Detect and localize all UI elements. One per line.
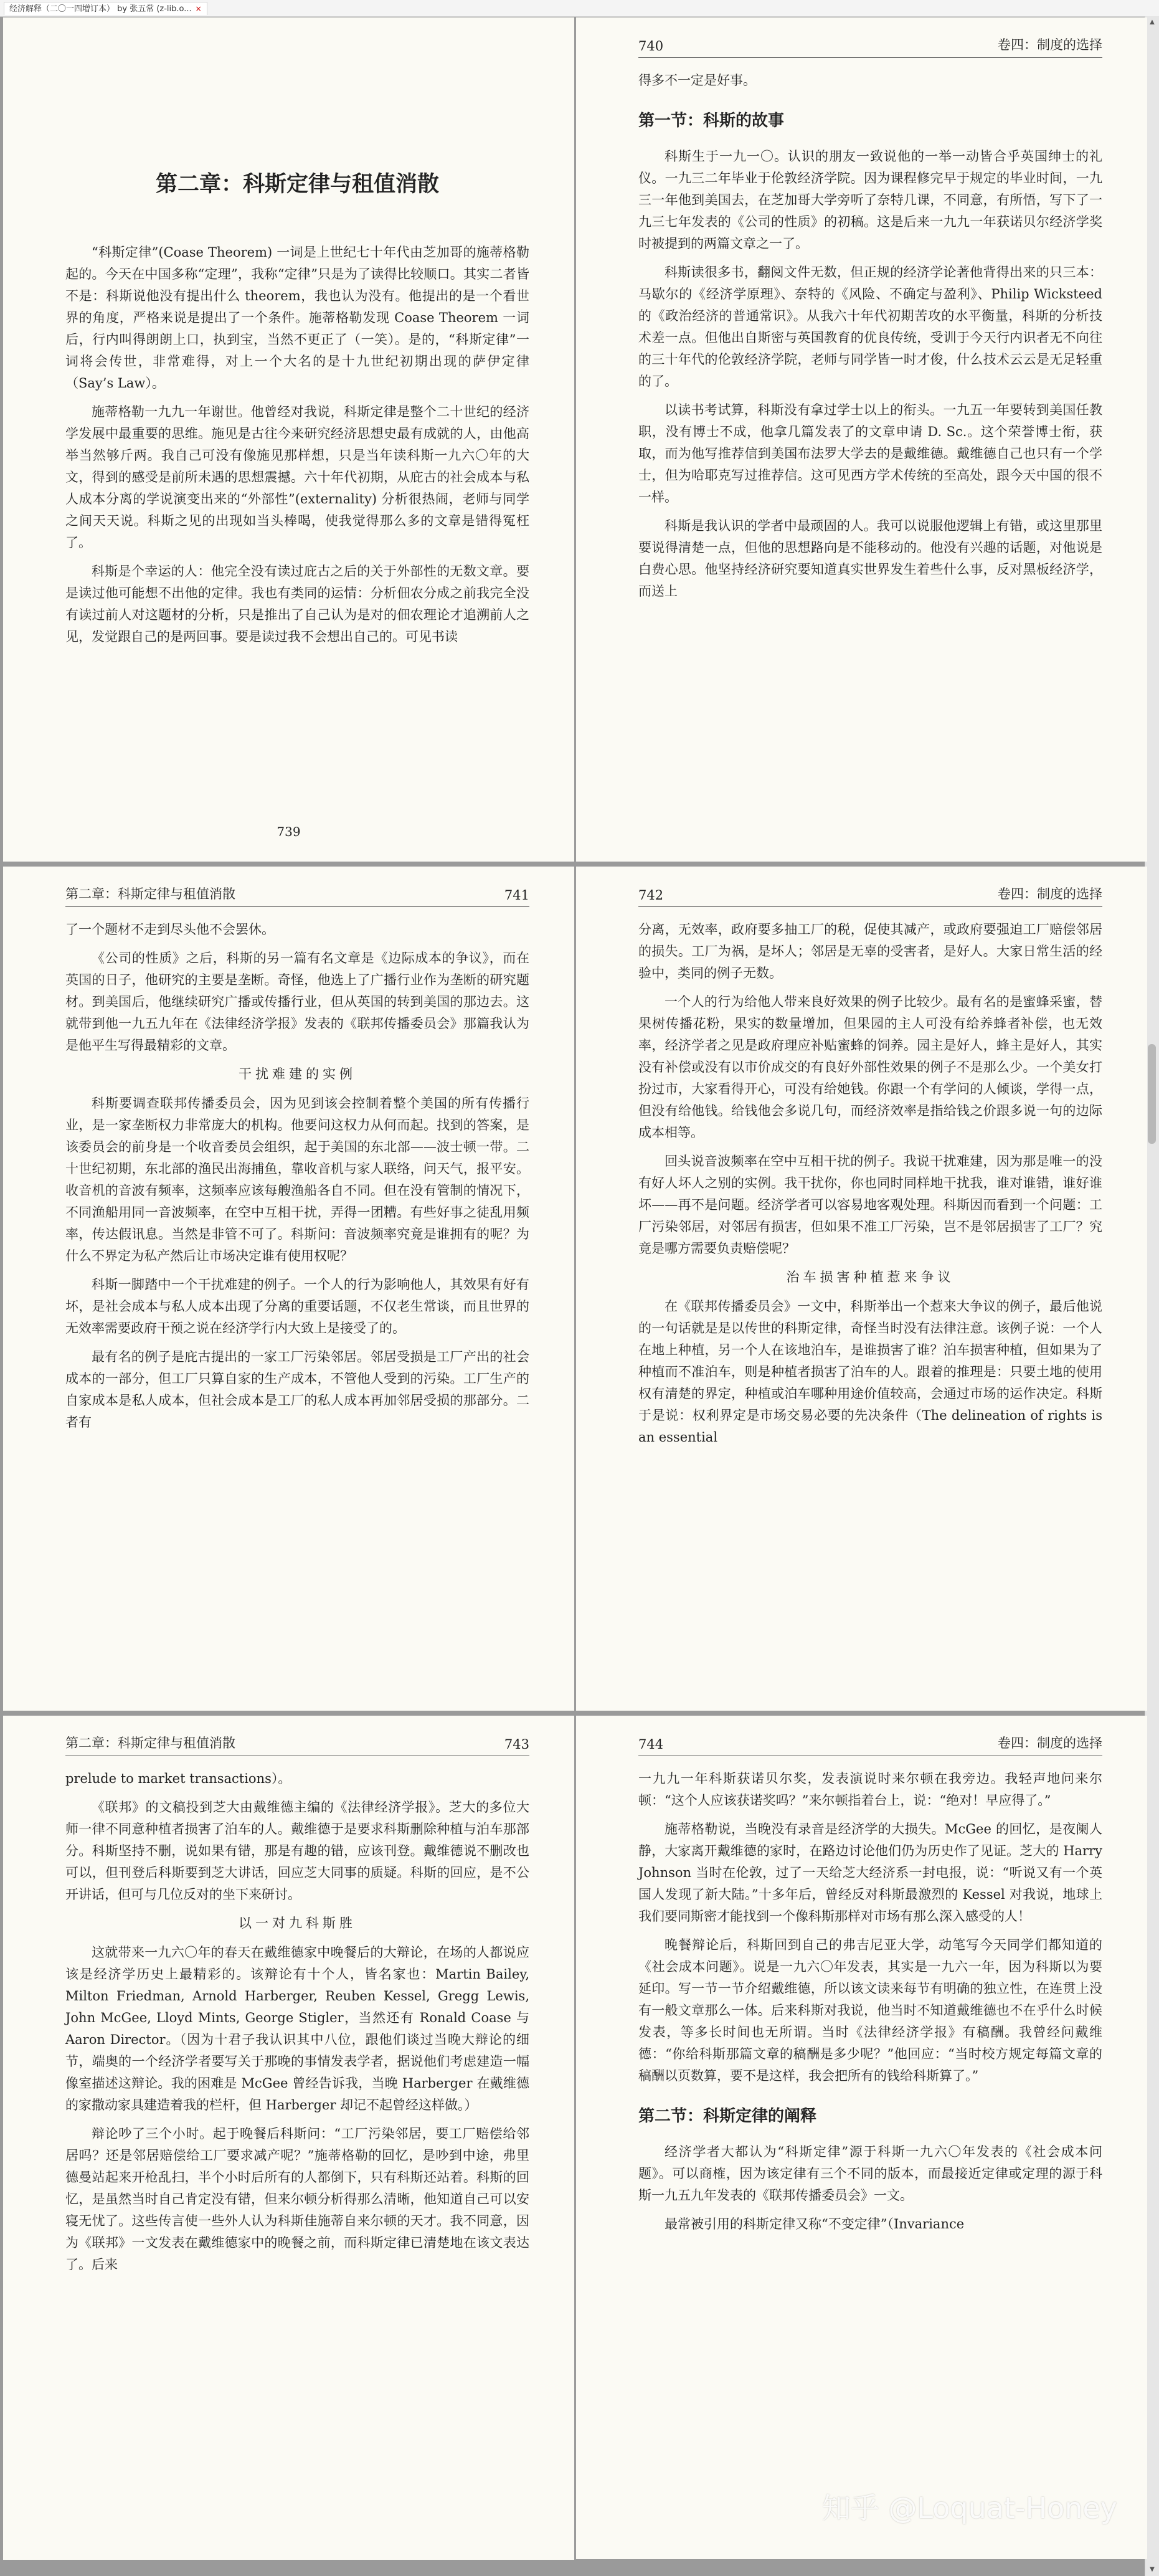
page-body [65,1768,529,2283]
running-header [638,36,1102,58]
paragraph: 科斯读很多书，翻阅文件无数，但正规的经济学论著他背得出来的只三本：马歇尔的《经济学原理》、奈特的《风险、不确定与盈利》、Philip Wicksteed 的《政治经济的普通常识》。从我六十年代初期苦攻的水平衡量，科斯的分析技术差一点。但他出自斯密与英国教育的优良传统，受训于今天行内识者无不向往的三十年代的伦敦经济学院，老师与同学皆一时才俊，什么技术云云是无足轻重的了。 [638,265,1102,389]
paragraph: 一个人的行为给他人带来良好效果的例子比较少。最有名的是蜜蜂采蜜，替果树传播花粉，果实的数量增加，但果园的主人可没有给养蜂者补偿，也无效率，经济学者之见是政府理应补贴蜜蜂的饲养。园主是好人，蜂主是好人，其实没有补偿或没有以市价成交的有良好外部性效果的例子不是那么少。一个美女打扮过市，大家看得开心，可没有给她钱。你跟一个有学问的人倾谈，学得一点，但没有给他钱。给钱他会多说几句，而经济效率是指给钱之价跟多说一句的边际成本相等。 [638,994,1102,1140]
paragraph: 施蒂格勒说，当晚没有录音是经济学的大损失。McGee 的回忆，是夜阑人静，大家离开戴维德的家时，在路边讨论他们仍为历史作了见证。芝大的 Harry Johnson 当时在伦敦，过了一天给芝大经济系一封电报，说：“听说又有一个英国人发现了新大陆。”十多年后，曾经反对科斯最激烈的 Kessel 对我说，地球上我们要同斯密才能找到一个像科斯那样对市场有那么深入感受的人！ [638,1822,1102,1924]
paragraph: 得多不一定是好事。 [638,73,756,88]
header-left: 第二章：科斯定律与租值消散 [65,886,235,901]
subheading: 以一对九科斯胜 [239,1916,356,1931]
subheading: 治车损害种植惹来争议 [786,1270,955,1285]
page-body [638,1768,1102,2242]
header-right: 卷四：制度的选择 [998,886,1102,901]
paragraph: 了一个题材不走到尽头他不会罢休。 [65,922,275,937]
section-title: 第二节：科斯定律的阐释 [638,2107,817,2126]
chapter-title: 第二章：科斯定律与租值消散 [155,172,439,197]
page-739 [3,17,574,862]
header-left: 742 [638,888,664,903]
running-header [65,1734,529,1756]
header-right: 741 [504,888,529,903]
header-right: 743 [504,1737,529,1752]
paragraph: 科斯生于一九一〇。认识的朋友一致说他的一举一动皆合乎英国绅士的礼仪。一九三二年毕业于伦敦经济学院。因为课程修完早于规定的毕业时间，一九三一年他到美国去，在芝加哥大学旁听了奈特几课，不同意，有所悟，写下了一九三七年发表的《公司的性质》的初稿。这是后来一九九一年获诺贝尔经济学奖时被提到的两篇文章之一了。 [638,149,1102,251]
paragraph: 分离，无效率，政府要多抽工厂的税，促使其减产，或政府要强迫工厂赔偿邻居的损失。工厂为祸，是坏人；邻居是无辜的受害者，是好人。大家日常生活的经验中，类同的例子无数。 [638,922,1102,981]
section-title: 第一节：科斯的故事 [638,112,785,130]
page-743 [3,1716,574,2560]
paragraph: 科斯是个幸运的人：他完全没有读过庇古之后的关于外部性的无数文章。要是读过他可能想不出他的定律。我也有类同的运情：分析佃农分成之前我完全没有读过前人对这题材的分析，只是推出了自己认为是对的佃农理论才追溯前人之见，发觉跟自己的是两回事。要是读过我不会想出自己的。可见书读 [65,564,529,644]
close-tab-icon[interactable]: × [195,4,202,13]
paragraph: 一九九一年科斯获诺贝尔奖，发表演说时来尔顿在我旁边。我轻声地问来尔顿：“这个人应该获诺奖吗？”来尔顿指着台上，说：“绝对！早应得了。” [638,1771,1102,1808]
header-right: 卷四：制度的选择 [998,1736,1102,1751]
paragraph: 最有名的例子是庇古提出的一家工厂污染邻居。邻居受损是工厂产出的社会成本的一部分，但工厂只算自家的生产成本，不管他人受到的污染。工厂生产的自家成本是私人成本，但社会成本是工厂的私人成本再加邻居受损的那部分。二者有 [65,1349,529,1430]
running-header [65,885,529,907]
paragraph: 经济学者大都认为“科斯定律”源于科斯一九六〇年发表的《社会成本问题》。可以商榷，因为该定律有三个不同的版本，而最接近定律或定理的源于科斯一九五九年发表的《联邦传播委员会》一文。 [638,2144,1102,2203]
header-left: 744 [638,1737,664,1752]
paragraph: 施蒂格勒一九九一年谢世。他曾经对我说，科斯定律是整个二十世纪的经济学发展中最重要的思维。施见是古往今来研究经济思想史最有成就的人，由他高举当然够斤两。我自己可没有像施见那样想，只是当年读科斯一九六〇年的大文，得到的感受是前所未遇的思想震撼。六十年代初期，从庇古的社会成本与私人成本分离的学说演变出来的“外部性”(externality) 分析很热闹，老师与同学之间天天说。科斯之见的出现如当头棒喝，使我觉得那么多的文章是错得冤枉了。 [65,404,529,550]
document-tab[interactable] [4,2,207,15]
header-left: 740 [638,39,664,54]
watermark: 知乎 @Loquat-Honey [821,2491,1117,2525]
header-right: 卷四：制度的选择 [998,37,1102,52]
header-left: 第二章：科斯定律与租值消散 [65,1736,235,1751]
scroll-down-icon[interactable]: ▼ [1150,2566,1155,2573]
page-body [638,70,1102,609]
paragraph: 科斯是我认识的学者中最顽固的人。我可以说服他逻辑上有错，或这里那里要说得清楚一点，但他的思想路向是不能移动的。他没有兴趣的话题，对他说是白费心思。他坚持经济研究要知道真实世界发生着些什么事，反对黑板经济学，而送上 [638,518,1102,599]
page-742 [576,867,1147,1711]
paragraph: 《联邦》的文稿投到芝大由戴维德主编的《法律经济学报》。芝大的多位大师一律不同意种植者损害了泊车的人。戴维德于是要求科斯删除种植与泊车那部分。科斯坚持不删，说如果有错，那是有趣的错，应该刊登。戴维德说不删改也可以，但刊登后科斯要到芝大讲话，回应芝大同事的质疑。科斯的回应，是不公开讲话，但可与几位反对的坐下来研讨。 [65,1800,529,1902]
page-body [638,919,1102,1455]
paragraph: 以读书考试算，科斯没有拿过学士以上的衔头。一九五一年要转到美国任教职，没有博士不成，他拿几篇发表了的文章申请 D. Sc.。这个荣誉博士衔，获取，而为他写推荐信到美国布法罗大学去的是戴维德。戴维德自己也只有一个学士，但为哈耶克写过推荐信。这可见西方学术传统的至高处，跟今天中国的很不一样。 [638,402,1102,505]
page-744 [576,1716,1147,2559]
scroll-up-icon[interactable]: ▲ [1150,19,1155,26]
page-740 [576,17,1147,862]
page-741 [3,867,574,1711]
paragraph: 回头说音波频率在空中互相干扰的例子。我说干扰难建，因为那是唯一的没有好人坏人之别的实例。我干扰你，你也同时同样地干扰我，谁对谁错，谁好谁坏——再不是问题。经济学者可以容易地客观处理。科斯因而看到一个问题：工厂污染邻居，对邻居有损害，但如果不准工厂污染，岂不是邻居损害了工厂？究竟是哪方需要负责赔偿呢？ [638,1154,1102,1256]
paragraph: 这就带来一九六〇年的春天在戴维德家中晚餐后的大辩论，在场的人都说应该是经济学历史上最精彩的。该辩论有十个人，皆名家也：Martin Bailey, Milton Friedman, Arnold Harberger, Reuben Kessel, Gregg Lewis, John McGee, Lloyd Mints, George Stigler，当然还有 Ronald Coase 与 Aaron Director。（因为十君子我认识其中八位，跟他们谈过当晚大辩论的细节，端奥的一个经济学者要写关于那晚的事情发表学者，据说他们考虑建造一幅像室描述这辩论。我的困难是 McGee 曾经告诉我，当晚 Harberger 在戴维德的家撒动家具建造着我的栏杆，但 Harberger 却记不起曾经这样做。） [65,1945,529,2113]
paragraph: 科斯一脚踏中一个干扰难建的例子。一个人的行为影响他人，其效果有好有坏，是社会成本与私人成本出现了分离的重要话题，不仅老生常谈，而且世界的无效率需要政府干预之说在经济学行内大致上是接受了的。 [65,1277,529,1336]
scroll-thumb[interactable] [1148,1044,1156,1144]
subheading: 干扰难建的实例 [239,1067,356,1081]
paragraph: “科斯定律”(Coase Theorem) 一词是上世纪七十年代由芝加哥的施蒂格勒起的。今天在中国多称“定理”，我称“定律”只是为了读得比较顺口。其实二者皆不是：科斯说他没有提出什么 theorem，我也认为没有。他提出的是一个看世界的角度，严格来说是提出了一个条件。施蒂格勒发现 Coase Theorem 一词后，行内叫得朗朗上口，执到宝，当然不更正了（一笑）。是的，“科斯定律”一词将会传世，非常难得，对上一个大名的是十九世纪初期出现的萨伊定律（Say’s Law）。 [65,245,529,391]
page-body [65,919,529,1440]
tab-bar [0,0,1159,17]
document-tab-title: 经济解释（二〇一四增订本） by 张五常 (z-lib.o... [9,4,192,14]
page-number: 739 [277,824,301,839]
paragraph: 最常被引用的科斯定律又称“不变定律”（Invariance [665,2217,965,2231]
paragraph: 《公司的性质》之后，科斯的另一篇有名文章是《边际成本的争议》，而在英国的日子，他研究的主要是垄断。奇怪，他选上了广播行业作为垄断的研究题材。到美国后，他继续研究广播或传播行业，但从英国的转到美国的那边去。这就带到他一九五九年在《法律经济学报》发表的《联邦传播委员会》那篇我认为是他平生写得最精彩的文章。 [65,951,529,1053]
running-header [638,1734,1102,1756]
paragraph: 晚餐辩论后，科斯回到自己的弗吉尼亚大学，动笔写今天同学们都知道的《社会成本问题》。说是一九六〇年发表，其实是一九六一年，因为科斯以为要延印。写一节一节介绍戴维德，所以该文读来每节有明确的独立性，在连贯上没有一般文章那么一体。后来科斯对我说，他当时不知道戴维德也不在乎什么时候发表，等多长时间也无所谓。当时《法律经济学报》有稿酬。我曾经问戴维德：“你给科斯那篇文章的稿酬是多少呢？”他回应：“当时校方规定每篇文章的稿酬以页数算，要不是这样，我会把所有的钱给科斯算了。” [638,1937,1102,2083]
paragraph: 科斯要调查联邦传播委员会，因为见到该会控制着整个美国的所有传播行业，是一家垄断权力非常庞大的机构。他要问这权力从何而起。找到的答案，是该委员会的前身是一个收音委员会组织，起于美国的东北部——波士顿一带。二十世纪初期，东北部的渔民出海捕鱼，靠收音机与家人联络，问天气，报平安。收音机的音波有频率，这频率应该每艘渔船各自不同。但在没有管制的情况下，不同渔船用同一音波频率，在空中互相干扰，弄得一团糟。有些好事之徒乱用频率，传达假讯息。当然是非管不可了。科斯问：音波频率究竟是谁拥有的呢？为什么不界定为私产然后让市场决定谁有使用权呢？ [65,1096,529,1263]
paragraph: 辩论吵了三个小时。起于晚餐后科斯问：“工厂污染邻居，要工厂赔偿给邻居吗？还是邻居赔偿给工厂要求减产呢？”施蒂格勒的回忆，是吵到中途，弗里德曼站起来开枪乱扫，半个小时后所有的人都倒下，只有科斯还站着。科斯的回忆，是虽然当时自己肯定没有错，但来尔顿分析得那么清晰，他知道自己可以安寝无忧了。这些传言使一些外人认为科斯佳施蒂自来尔顿的天才。我不同意，因为《联邦》一文发表在戴维德家中的晚餐之前，而科斯定律已清楚地在该文表达了。后来 [65,2126,529,2272]
page-body [65,242,529,655]
running-header [638,885,1102,907]
paragraph: 在《联邦传播委员会》一文中，科斯举出一个惹来大争议的例子，最后他说的一句话就是是以传世的科斯定律，奇怪当时没有法律注意。该例子说：一个人在地上种植，另一个人在该地泊车，是谁损害了谁？泊车损害种植，但如果为了种植而不准泊车，则是种植者损害了泊车的人。跟着的推理是：只要土地的使用权有清楚的界定，种植或泊车哪种用途价值较高，会通过市场的运作决定。科斯于是说：权利界定是市场交易必要的先决条件（The delineation of rights is an essential [638,1299,1102,1445]
paragraph: prelude to market transactions）。 [65,1771,291,1786]
